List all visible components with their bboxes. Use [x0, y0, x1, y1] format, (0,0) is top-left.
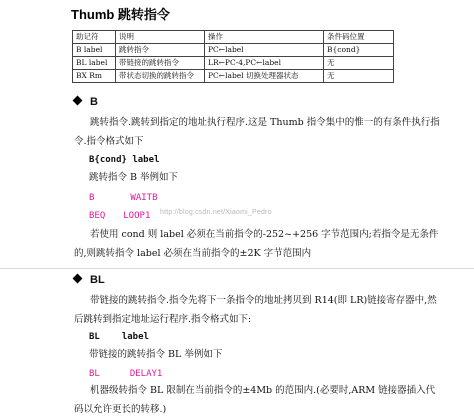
section-heading-text: B	[90, 96, 98, 108]
code-line-beq-loop1	[89, 210, 150, 222]
code-opcode: BL	[89, 332, 100, 342]
table-row	[73, 44, 394, 57]
diamond-bullet-icon	[73, 274, 83, 284]
section-heading-text: BL	[90, 274, 105, 286]
section-bl-paragraph-2: 机器级转指令 BL 限制在当前指令的±4Mb 的范围内.(必要时,ARM 链接器插入代码以允许更长的转移.)	[74, 385, 436, 415]
code-opcode: B	[89, 193, 95, 203]
code-line-bl-delay1	[89, 368, 162, 380]
section-b-syntax: B{cond} label	[89, 155, 160, 165]
code-opcode: BL	[89, 369, 100, 379]
table-cell: B{cond}	[324, 44, 394, 57]
table-cell: 带链接的跳转指令	[116, 57, 205, 70]
code-opcode: BEQ	[89, 211, 106, 221]
code-operand: LOOP1	[123, 211, 151, 221]
diamond-bullet-icon	[73, 96, 83, 106]
table-cell: 跳转指令	[116, 44, 205, 57]
table-header: 操作	[205, 31, 324, 44]
page-separator	[0, 268, 474, 269]
table-cell: BL label	[73, 57, 116, 70]
section-b-paragraph-1: 跳转指令.跳转到指定的地址执行程序.这是 Thumb 指令集中的惟一的有条件执行指令.指令格式如下	[74, 117, 440, 147]
section-heading-bl	[74, 274, 105, 286]
table-cell: BX Rm	[73, 70, 116, 83]
instruction-table	[72, 30, 394, 83]
table-row	[73, 70, 394, 83]
table-cell: 无	[324, 70, 394, 83]
section-bl-syntax	[89, 331, 149, 343]
code-operand: label	[121, 332, 149, 342]
table-row	[73, 57, 394, 70]
table-cell: LR←PC-4,PC←label	[205, 57, 324, 70]
code-line-b-waitb	[89, 192, 158, 204]
code-operand: WAITB	[130, 193, 158, 203]
table-cell: PC←label	[205, 44, 324, 57]
page-title: Thumb 跳转指令	[71, 7, 170, 22]
section-b-paragraph-2: 若使用 cond 则 label 必须在当前指令的-252~+256 字节范围内;若指令是无条件的,则跳转指令 label 必须在当前指令的±2K 字节范围内	[74, 229, 439, 259]
table-cell: B label	[73, 44, 116, 57]
section-heading-b	[74, 96, 98, 108]
table-cell: PC←label 切换处理器状态	[205, 70, 324, 83]
table-header: 条件码位置	[324, 31, 394, 44]
section-b-example-intro: 跳转指令 B 举例如下	[89, 172, 179, 183]
table-cell: 无	[324, 57, 394, 70]
table-header: 说明	[116, 31, 205, 44]
watermark: http://blog.csdn.net/Xiaomi_Pedro	[160, 209, 272, 216]
code-operand: DELAY1	[129, 369, 163, 379]
table-header-row	[73, 31, 394, 44]
table-header: 助记符	[73, 31, 116, 44]
table-cell: 带状态切换的跳转指令	[116, 70, 205, 83]
section-bl-example-intro: 带链接的跳转指令 BL 举例如下	[89, 349, 223, 360]
section-bl-paragraph-1: 带链接的跳转指令.指令先将下一条指令的地址拷贝到 R14(即 LR)链接寄存器中,然后跳转到指定地址运行程序.指令格式如下:	[74, 295, 437, 325]
